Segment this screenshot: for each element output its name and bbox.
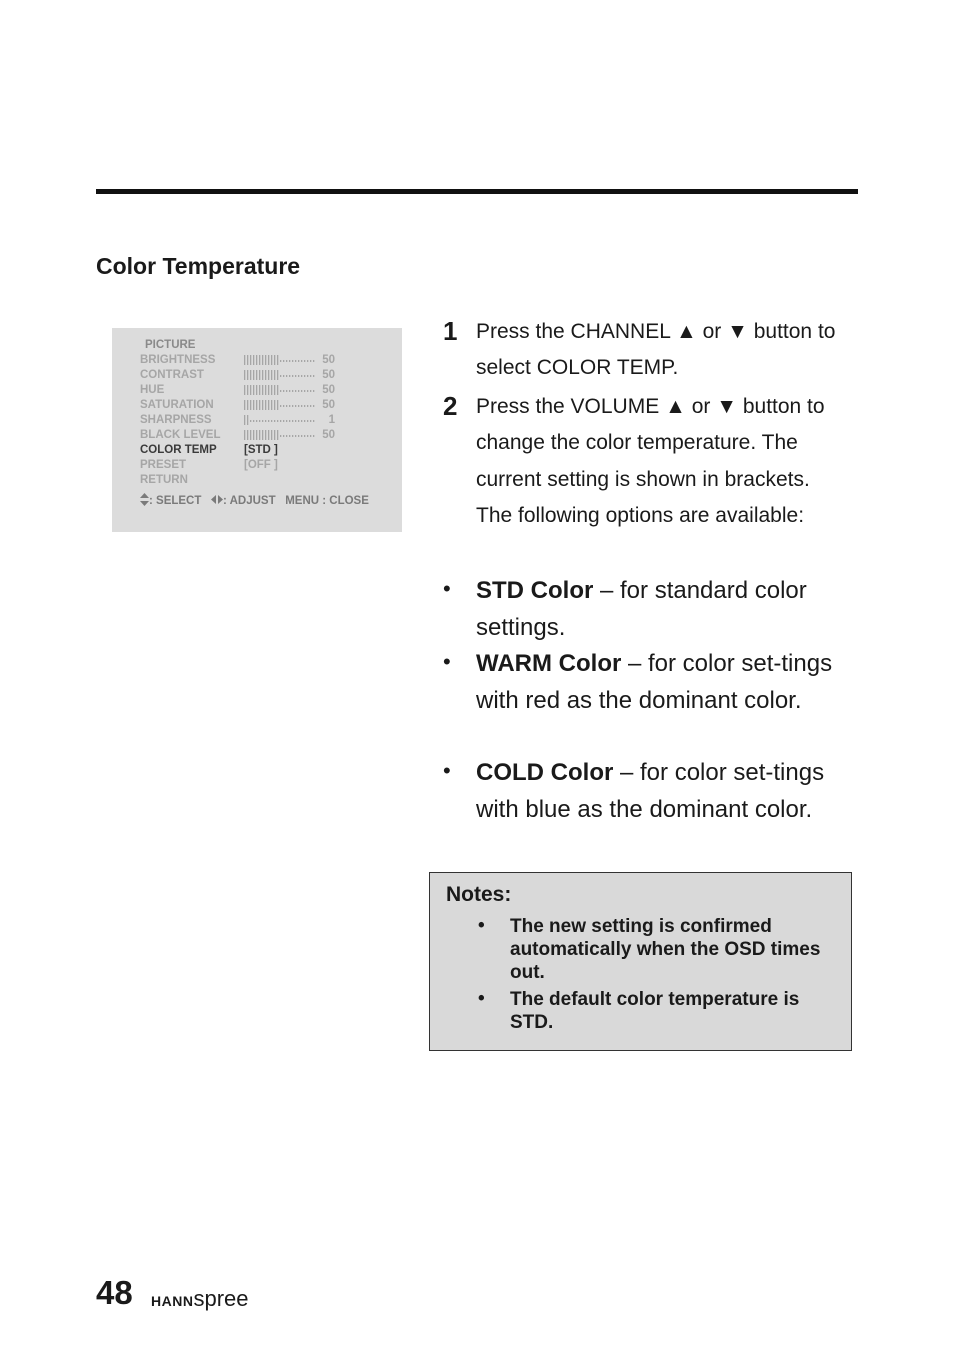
up-triangle-icon: ▲ — [675, 320, 697, 343]
level-tick-filled — [262, 430, 263, 440]
step-number: 2 — [443, 391, 458, 421]
bullet: • — [443, 576, 451, 601]
level-tick-empty — [298, 420, 299, 422]
level-tick-filled — [256, 385, 257, 395]
level-tick-filled — [274, 370, 275, 380]
osd-level-bar — [244, 415, 316, 425]
option-std — [476, 573, 846, 646]
osd-row-color-temp — [140, 444, 390, 459]
level-tick-empty — [304, 375, 305, 377]
osd-level-bar — [244, 385, 316, 395]
level-tick-filled — [265, 400, 266, 410]
level-tick-empty — [268, 420, 269, 422]
left-right-arrows-icon — [211, 495, 223, 504]
level-tick-filled — [265, 385, 266, 395]
level-tick-filled — [244, 400, 245, 410]
level-tick-empty — [310, 435, 311, 437]
level-tick-filled — [244, 415, 245, 425]
step-text-part: Press the CHANNEL — [476, 320, 676, 343]
level-tick-filled — [250, 385, 251, 395]
osd-row-return — [140, 474, 390, 489]
level-tick-empty — [289, 405, 290, 407]
level-tick-filled — [277, 370, 278, 380]
level-tick-empty — [310, 390, 311, 392]
level-tick-empty — [289, 435, 290, 437]
level-tick-empty — [262, 420, 263, 422]
level-tick-filled — [268, 370, 269, 380]
level-tick-empty — [283, 435, 284, 437]
osd-footer-adjust: : ADJUST — [222, 495, 276, 507]
level-tick-filled — [244, 370, 245, 380]
osd-row-value: [STD ] — [244, 444, 278, 456]
level-tick-filled — [247, 355, 248, 365]
option-cold — [476, 755, 846, 828]
level-tick-filled — [250, 355, 251, 365]
level-tick-filled — [262, 355, 263, 365]
osd-row-brightness — [140, 354, 390, 369]
level-tick-filled — [277, 385, 278, 395]
level-tick-empty — [295, 375, 296, 377]
level-tick-empty — [301, 390, 302, 392]
level-tick-filled — [271, 430, 272, 440]
level-tick-filled — [277, 430, 278, 440]
osd-row-label: CONTRAST — [140, 369, 204, 381]
level-tick-empty — [310, 360, 311, 362]
level-tick-filled — [256, 370, 257, 380]
level-tick-empty — [280, 420, 281, 422]
level-tick-empty — [301, 360, 302, 362]
osd-title: PICTURE — [145, 339, 196, 351]
osd-row-value: 1 — [328, 414, 335, 426]
level-tick-empty — [271, 420, 272, 422]
level-tick-filled — [262, 400, 263, 410]
level-tick-empty — [310, 420, 311, 422]
level-tick-empty — [292, 390, 293, 392]
level-tick-filled — [250, 370, 251, 380]
level-tick-filled — [256, 355, 257, 365]
level-tick-filled — [274, 355, 275, 365]
step-text-part: button to change the color temperature. The current setting is shown in brackets. The following options are available: — [476, 395, 825, 527]
osd-row-hue — [140, 384, 390, 399]
level-tick-empty — [295, 435, 296, 437]
osd-row-preset — [140, 459, 390, 474]
level-tick-filled — [253, 370, 254, 380]
level-tick-filled — [253, 430, 254, 440]
level-tick-filled — [277, 400, 278, 410]
level-tick-empty — [277, 420, 278, 422]
section-title: Color Temperature — [96, 253, 301, 279]
level-tick-filled — [274, 400, 275, 410]
level-tick-empty — [283, 420, 284, 422]
level-tick-empty — [289, 360, 290, 362]
level-tick-empty — [256, 420, 257, 422]
level-tick-filled — [274, 430, 275, 440]
note-item: The default color temperature is STD. — [510, 989, 800, 1033]
level-tick-filled — [259, 385, 260, 395]
level-tick-empty — [286, 390, 287, 392]
bullet: • — [478, 915, 485, 936]
option-desc: – for color set-tings with blue as the dominant color. — [476, 759, 825, 823]
level-tick-filled — [247, 415, 248, 425]
option-name: COLD Color — [476, 759, 614, 786]
notes-title: Notes: — [446, 883, 512, 906]
level-tick-empty — [283, 375, 284, 377]
up-down-arrows-icon — [140, 493, 149, 506]
osd-footer-select: : SELECT — [149, 495, 202, 507]
bullet: • — [478, 988, 485, 1009]
osd-row-value: 50 — [322, 354, 335, 366]
level-tick-empty — [292, 360, 293, 362]
level-tick-empty — [265, 420, 266, 422]
level-tick-empty — [295, 405, 296, 407]
level-tick-empty — [283, 405, 284, 407]
level-tick-empty — [283, 390, 284, 392]
level-tick-empty — [313, 375, 314, 377]
level-tick-filled — [247, 370, 248, 380]
osd-level-bar — [244, 430, 316, 440]
option-warm — [476, 646, 846, 719]
level-tick-empty — [292, 375, 293, 377]
level-tick-empty — [289, 375, 290, 377]
level-tick-empty — [298, 390, 299, 392]
step-number: 1 — [443, 316, 458, 346]
level-tick-filled — [244, 385, 245, 395]
level-tick-filled — [250, 400, 251, 410]
level-tick-filled — [265, 355, 266, 365]
osd-level-bar — [244, 370, 316, 380]
osd-row-value: 50 — [322, 429, 335, 441]
osd-row-label: BRIGHTNESS — [140, 354, 216, 366]
level-tick-empty — [307, 390, 308, 392]
step-text-part: button to select COLOR TEMP. — [476, 320, 836, 380]
level-tick-empty — [295, 390, 296, 392]
osd-row-saturation — [140, 399, 390, 414]
osd-footer — [140, 493, 369, 507]
osd-row-value: 50 — [322, 399, 335, 411]
osd-row-sharpness — [140, 414, 390, 429]
level-tick-filled — [271, 355, 272, 365]
level-tick-empty — [286, 375, 287, 377]
level-tick-empty — [301, 375, 302, 377]
level-tick-empty — [310, 375, 311, 377]
level-tick-filled — [271, 400, 272, 410]
level-tick-empty — [304, 435, 305, 437]
level-tick-filled — [247, 385, 248, 395]
level-tick-empty — [313, 405, 314, 407]
osd-row-label: BLACK LEVEL — [140, 429, 221, 441]
osd-row-value: 50 — [322, 369, 335, 381]
up-triangle-icon: ▲ — [665, 395, 686, 418]
level-tick-empty — [301, 405, 302, 407]
level-tick-filled — [253, 355, 254, 365]
option-name: WARM Color — [476, 650, 622, 677]
level-tick-filled — [259, 400, 260, 410]
down-triangle-icon: ▼ — [716, 395, 737, 418]
level-tick-filled — [268, 430, 269, 440]
level-tick-empty — [307, 405, 308, 407]
level-tick-empty — [304, 405, 305, 407]
level-tick-empty — [307, 375, 308, 377]
level-tick-filled — [256, 430, 257, 440]
osd-menu-panel — [112, 328, 402, 532]
level-tick-filled — [262, 370, 263, 380]
brand-light: spree — [193, 1286, 249, 1311]
level-tick-filled — [250, 430, 251, 440]
level-tick-filled — [256, 400, 257, 410]
osd-row-label: SATURATION — [140, 399, 214, 411]
level-tick-filled — [274, 385, 275, 395]
level-tick-empty — [286, 420, 287, 422]
level-tick-empty — [280, 405, 281, 407]
osd-level-bar — [244, 400, 316, 410]
level-tick-filled — [247, 400, 248, 410]
level-tick-filled — [244, 355, 245, 365]
level-tick-empty — [280, 390, 281, 392]
level-tick-empty — [304, 390, 305, 392]
bullet: • — [443, 758, 451, 783]
osd-row-label: COLOR TEMP — [140, 444, 217, 456]
osd-row-black-level — [140, 429, 390, 444]
brand-logo — [151, 1286, 249, 1312]
osd-row-label: RETURN — [140, 474, 188, 486]
level-tick-empty — [313, 435, 314, 437]
step-text — [476, 314, 846, 387]
level-tick-filled — [271, 370, 272, 380]
level-tick-empty — [292, 435, 293, 437]
level-tick-filled — [268, 355, 269, 365]
option-desc: – for standard color settings. — [476, 577, 807, 641]
level-tick-empty — [298, 435, 299, 437]
level-tick-filled — [259, 370, 260, 380]
level-tick-empty — [307, 360, 308, 362]
level-tick-empty — [292, 405, 293, 407]
level-tick-empty — [313, 360, 314, 362]
level-tick-filled — [271, 385, 272, 395]
level-tick-filled — [253, 400, 254, 410]
page-number: 48 — [96, 1274, 133, 1311]
level-tick-empty — [250, 420, 251, 422]
level-tick-empty — [295, 360, 296, 362]
osd-row-label: HUE — [140, 384, 165, 396]
down-triangle-icon: ▼ — [727, 320, 748, 343]
level-tick-empty — [298, 405, 299, 407]
level-tick-empty — [286, 435, 287, 437]
level-tick-filled — [259, 355, 260, 365]
level-tick-filled — [265, 370, 266, 380]
level-tick-empty — [301, 435, 302, 437]
level-tick-empty — [253, 420, 254, 422]
level-tick-empty — [298, 360, 299, 362]
level-tick-empty — [289, 390, 290, 392]
level-tick-filled — [259, 430, 260, 440]
level-tick-empty — [295, 420, 296, 422]
notes-box — [429, 872, 852, 1051]
osd-row-label: PRESET — [140, 459, 187, 471]
step-text-part: or — [696, 320, 728, 343]
step-text-part: or — [685, 395, 717, 418]
level-tick-empty — [259, 420, 260, 422]
step-text-part: Press the VOLUME — [476, 395, 666, 418]
osd-footer-menu: MENU : CLOSE — [285, 495, 369, 507]
level-tick-empty — [310, 405, 311, 407]
level-tick-filled — [268, 400, 269, 410]
osd-row-value: 50 — [322, 384, 335, 396]
level-tick-filled — [265, 430, 266, 440]
osd-row-label: SHARPNESS — [140, 414, 212, 426]
level-tick-empty — [289, 420, 290, 422]
bullet: • — [443, 649, 451, 674]
level-tick-empty — [280, 375, 281, 377]
level-tick-filled — [262, 385, 263, 395]
level-tick-filled — [268, 385, 269, 395]
level-tick-empty — [280, 360, 281, 362]
osd-row-contrast — [140, 369, 390, 384]
option-name: STD Color — [476, 577, 594, 604]
osd-level-bar — [244, 355, 316, 365]
option-desc: – for color set-tings with red as the dominant color. — [476, 650, 833, 714]
level-tick-empty — [301, 420, 302, 422]
level-tick-empty — [313, 420, 314, 422]
header-rule — [96, 189, 858, 194]
level-tick-empty — [304, 360, 305, 362]
level-tick-filled — [277, 355, 278, 365]
osd-row-value: [OFF ] — [244, 459, 278, 471]
level-tick-filled — [247, 430, 248, 440]
level-tick-empty — [298, 375, 299, 377]
level-tick-empty — [307, 420, 308, 422]
step-text — [476, 389, 846, 534]
brand-bold: HANN — [151, 1293, 194, 1309]
level-tick-empty — [313, 390, 314, 392]
level-tick-empty — [274, 420, 275, 422]
level-tick-empty — [304, 420, 305, 422]
note-item: The new setting is confirmed automatically when the OSD times out. — [510, 916, 821, 983]
level-tick-empty — [292, 420, 293, 422]
level-tick-empty — [286, 405, 287, 407]
level-tick-filled — [253, 385, 254, 395]
level-tick-empty — [280, 435, 281, 437]
level-tick-empty — [283, 360, 284, 362]
level-tick-filled — [244, 430, 245, 440]
level-tick-empty — [286, 360, 287, 362]
level-tick-empty — [307, 435, 308, 437]
